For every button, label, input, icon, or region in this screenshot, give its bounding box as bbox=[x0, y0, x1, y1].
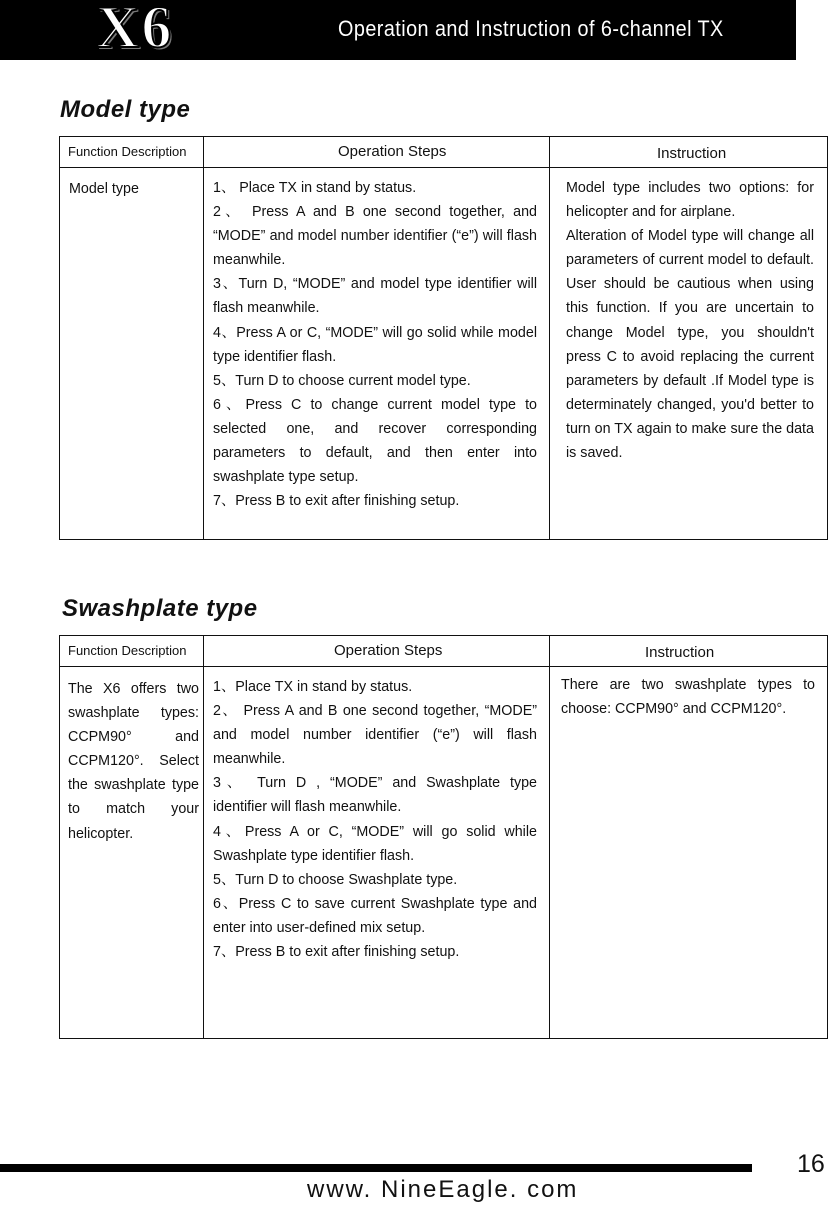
header-function-description: Function Description bbox=[68, 643, 187, 658]
column-divider bbox=[549, 636, 550, 1038]
step-item: 1、 Place TX in stand by status. bbox=[213, 180, 417, 196]
step-item: 2、 Press A and B one second together, “MODE” and model number identifier (“e”) will flash meanwhile. bbox=[213, 703, 537, 768]
header-operation-steps: Operation Steps bbox=[338, 143, 447, 160]
step-item: 7、Press B to exit after finishing setup. bbox=[213, 493, 460, 510]
x6-logo: X6 bbox=[96, 0, 174, 60]
instruction-paragraph: There are two swashplate types to choose: CCPM90° and CCPM120°. bbox=[561, 677, 815, 718]
swashplate-type-table bbox=[59, 635, 828, 1039]
instruction-paragraph: Model type includes two options: for helicopter and for airplane. bbox=[566, 180, 814, 221]
section-title-model-type: Model type bbox=[60, 96, 191, 123]
header-instruction: Instruction bbox=[657, 145, 727, 162]
model-type-table bbox=[59, 136, 828, 540]
step-item: 6、Press C to save current Swashplate type and enter into user-defined mix setup. bbox=[213, 895, 537, 936]
website-link[interactable]: www. NineEagle. com bbox=[307, 1176, 579, 1203]
header-operation-steps: Operation Steps bbox=[334, 642, 443, 659]
page-number: 16 bbox=[797, 1150, 825, 1178]
step-item: 2、 Press A and B one second together, and “MODE” and model number identifier (“e”) will flash meanwhile. bbox=[213, 204, 537, 269]
operation-steps-cell bbox=[213, 675, 537, 964]
step-item: 4、Press A or C, “MODE” will go solid while Swashplate type identifier flash. bbox=[213, 823, 537, 864]
step-item: 3、Turn D, “MODE” and model type identifier will flash meanwhile. bbox=[213, 276, 537, 317]
header-title: Operation and Instruction of 6-channel TX bbox=[338, 16, 724, 41]
step-item: 4、Press A or C, “MODE” will go solid while model type identifier flash. bbox=[213, 324, 537, 365]
instruction-cell bbox=[561, 673, 815, 721]
operation-steps-cell bbox=[213, 176, 537, 513]
column-divider bbox=[203, 636, 204, 1038]
header-instruction: Instruction bbox=[645, 644, 715, 661]
step-item: 1、Place TX in stand by status. bbox=[213, 679, 413, 695]
footer-bar bbox=[0, 1164, 752, 1172]
header-bar bbox=[0, 0, 796, 60]
function-description-cell: Model type bbox=[69, 181, 139, 197]
instruction-paragraph: Alteration of Model type will change all parameters of current model to default. User should be cautious when using this function. If you are uncertain to change Model type, you shouldn't press C to avoid replacing the current parameters by default .If Model type is determinately changed, you'd better to turn on TX again to make sure the data is saved. bbox=[566, 228, 814, 462]
step-item: 7、Press B to exit after finishing setup. bbox=[213, 944, 460, 961]
table-header-row bbox=[60, 636, 827, 667]
table-header-row bbox=[60, 137, 827, 168]
header-function-description: Function Description bbox=[68, 144, 187, 159]
step-item: 5、Turn D to choose current model type. bbox=[213, 372, 471, 389]
instruction-cell bbox=[566, 176, 814, 465]
function-description-cell: The X6 offers two swashplate types: CCPM90° and CCPM120°. Select the swashplate type to match your helicopter. bbox=[68, 681, 199, 842]
step-item: 5、Turn D to choose Swashplate type. bbox=[213, 871, 458, 888]
step-item: 3、 Turn D , “MODE” and Swashplate type identifier will flash meanwhile. bbox=[213, 775, 537, 816]
column-divider bbox=[549, 137, 550, 539]
column-divider bbox=[203, 137, 204, 539]
section-title-swashplate-type: Swashplate type bbox=[62, 595, 258, 622]
step-item: 6、Press C to change current model type to selected one, and recover corresponding parameters to default, and then enter into swashplate type setup. bbox=[213, 396, 537, 486]
